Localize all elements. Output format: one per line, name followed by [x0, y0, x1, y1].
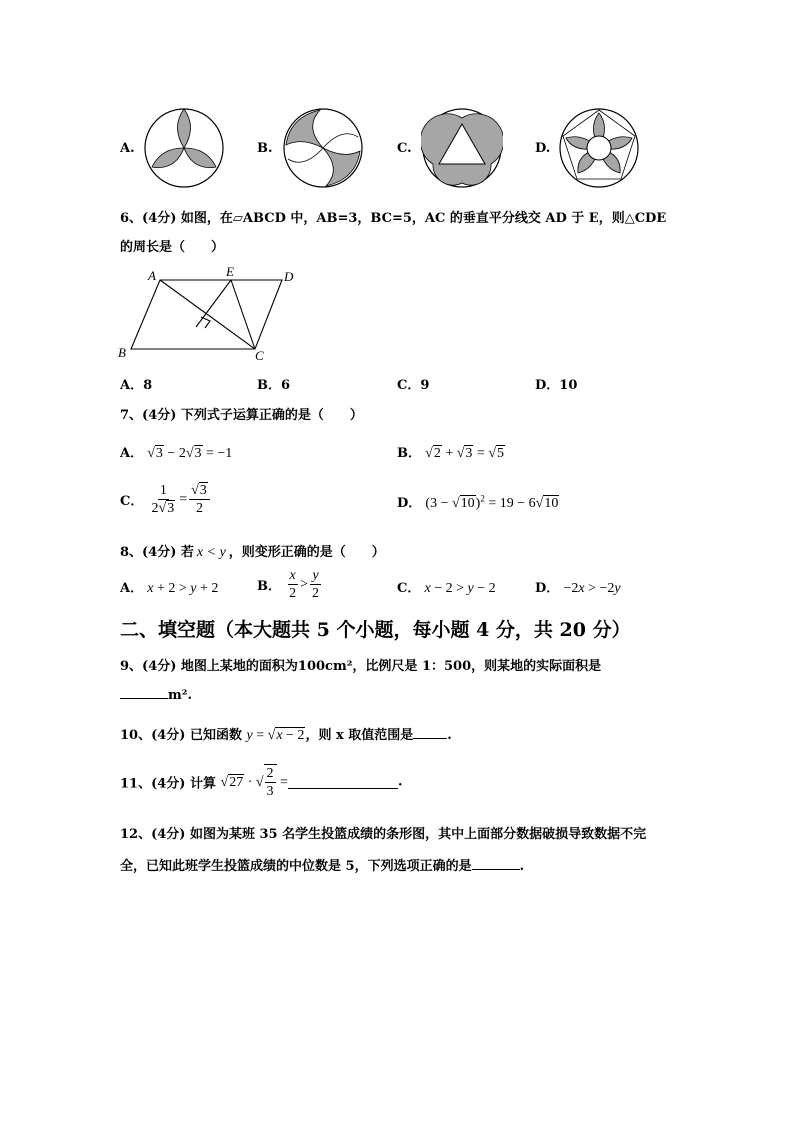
q5-option-c-figure: [421, 107, 503, 189]
q9-unit: m².: [168, 688, 192, 703]
q8-option-b-label: B．: [257, 579, 281, 594]
q10-end: .: [447, 728, 452, 743]
q5-option-b-figure: [282, 107, 364, 189]
q11-line: 11、(4分) 计算 √27 · √ $\frac{2}{3}$ = .: [120, 766, 403, 799]
label-A: A: [148, 268, 156, 283]
q7-option-b[interactable]: B． √2 + √3 = √5: [397, 446, 505, 461]
label-B: B: [118, 345, 126, 360]
q12-line2-text: 全，已知此班学生投篮成绩的中位数是 5，下列选项正确的是: [120, 859, 472, 874]
q10-answer-blank[interactable]: [413, 726, 447, 739]
q12-end: .: [519, 859, 525, 874]
q5-option-a-figure: [143, 107, 225, 189]
q7-option-c[interactable]: C． $\frac{1}{2√3}$ = $\frac{√3}{2}$: [120, 482, 212, 517]
q8-option-b[interactable]: B． $\frac{x}{2}$ > $\frac{y}{2}$: [257, 568, 320, 601]
q5-option-d-figure: [558, 107, 640, 189]
q5-option-d-label[interactable]: D.: [535, 141, 551, 156]
q11-answer-blank[interactable]: [288, 776, 398, 789]
q9-line1: 9、(4分) 地图上某地的面积为100cm²，比例尺是 1：500，则某地的实际面积是: [120, 659, 602, 674]
q12-line2: [120, 855, 524, 874]
q11-end: .: [397, 774, 403, 790]
q7-option-d-label: D．: [397, 496, 422, 511]
q6-option-b[interactable]: B．6: [257, 378, 291, 393]
q11-pre: 11、(4分) 计算: [120, 776, 216, 792]
q7-option-a-label: A．: [120, 446, 144, 461]
q8-option-d-label: D．: [535, 581, 560, 596]
q7-option-d[interactable]: D． $(3 - √10)^2 = 19 - 6√10$: [397, 493, 559, 511]
section-2-title: 二、填空题（本大题共 5 个小题，每小题 4 分，共 20 分）: [120, 619, 631, 641]
q5-option-c-label[interactable]: C.: [397, 141, 412, 156]
q9-answer-blank[interactable]: [120, 686, 168, 699]
label-E: E: [226, 264, 234, 279]
q7-option-b-label: B．: [397, 446, 421, 461]
label-D: D: [284, 269, 294, 284]
q6-parallelogram-figure: [116, 264, 306, 364]
q7-option-a[interactable]: A． √3 − 2√3 = −1: [120, 446, 233, 461]
q6-option-a[interactable]: A．8: [120, 378, 153, 393]
q6-option-d[interactable]: D．10: [535, 378, 578, 393]
q10-pre: 10、(4分) 已知函数: [120, 728, 242, 743]
q5-option-b-label[interactable]: B.: [257, 141, 273, 156]
q8-option-a-label: A．: [120, 581, 144, 596]
q10-line: 10、(4分) 已知函数 y = √x − 2，则 x 取值范围是 .: [120, 728, 452, 743]
q6-stem-line2: 的周长是（ ）: [120, 240, 225, 255]
q7-stem: 7、(4分) 下列式子运算正确的是（ ）: [120, 408, 363, 423]
q8-option-a[interactable]: A． x + 2 > y + 2: [120, 581, 219, 596]
q12-line1: 12、(4分) 如图为某班 35 名学生投篮成绩的条形图，其中上面部分数据破损导致数据不完: [120, 827, 647, 842]
q6-stem-line1: 6、(4分) 如图，在▱ABCD 中，AB=3，BC=5，AC 的垂直平分线交 AD 于 E，则△CDE: [120, 211, 667, 226]
q9-line2: [120, 686, 192, 703]
q7-option-c-label: C．: [120, 494, 144, 509]
q8-stem-pre: 8、(4分) 若: [120, 545, 194, 560]
q8-stem: 8、(4分) 若 x < y ，则变形正确的是（ ）: [120, 545, 385, 560]
q8-stem-post: ，则变形正确的是（ ）: [228, 545, 385, 560]
q5-option-a-label[interactable]: A.: [120, 141, 135, 156]
q12-answer-blank[interactable]: [472, 857, 520, 870]
q8-option-c[interactable]: C． x − 2 > y − 2: [397, 581, 496, 596]
q8-option-c-label: C．: [397, 581, 421, 596]
q10-post: ，则 x 取值范围是: [305, 728, 414, 743]
q6-option-c[interactable]: C．9: [397, 378, 430, 393]
q8-option-d[interactable]: D． −2x > −2y: [535, 581, 621, 596]
label-C: C: [255, 348, 264, 363]
